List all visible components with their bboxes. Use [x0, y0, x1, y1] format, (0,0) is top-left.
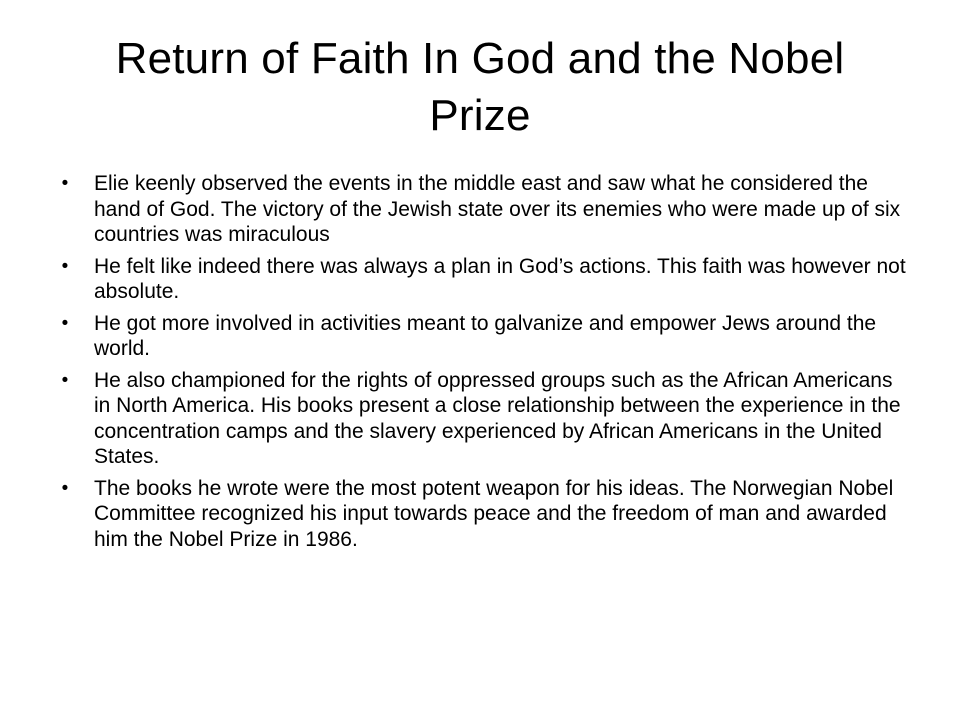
bullet-dot-icon: •	[61, 369, 69, 391]
bullet-item	[58, 171, 908, 248]
slide-title: Return of Faith In God and the Nobel Prize	[115, 34, 845, 140]
bullet-item	[58, 311, 908, 362]
bullet-text: He got more involved in activities meant to galvanize and empower Jews around the world.	[94, 311, 877, 360]
bullet-text: The books he wrote were the most potent weapon for his ideas. The Norwegian Nobel Committee recognized his input towards peace and the freedom of man and awarded him the Nobel Prize in 1986.	[94, 476, 894, 551]
bullet-text: Elie keenly observed the events in the middle east and saw what he considered the hand of God. The victory of the Jewish state over its enemies who were made up of six countries was miraculous	[94, 172, 901, 246]
bullet-text: He also championed for the rights of oppressed groups such as the African Americans in North America. His books present a close relationship between the experience in the concentration camps and the slavery experienced by African Americans in the United States.	[94, 368, 901, 468]
bullet-text: He felt like indeed there was always a plan in God’s actions. This faith was however not absolute.	[94, 254, 906, 303]
bullet-dot-icon: •	[61, 173, 69, 194]
bullet-item	[58, 368, 908, 470]
bullet-list	[58, 171, 908, 558]
bullet-item	[58, 254, 908, 305]
bullet-dot-icon: •	[61, 312, 69, 334]
bullet-dot-icon: •	[61, 255, 69, 277]
bullet-item	[58, 476, 908, 553]
bullet-dot-icon: •	[61, 477, 69, 499]
